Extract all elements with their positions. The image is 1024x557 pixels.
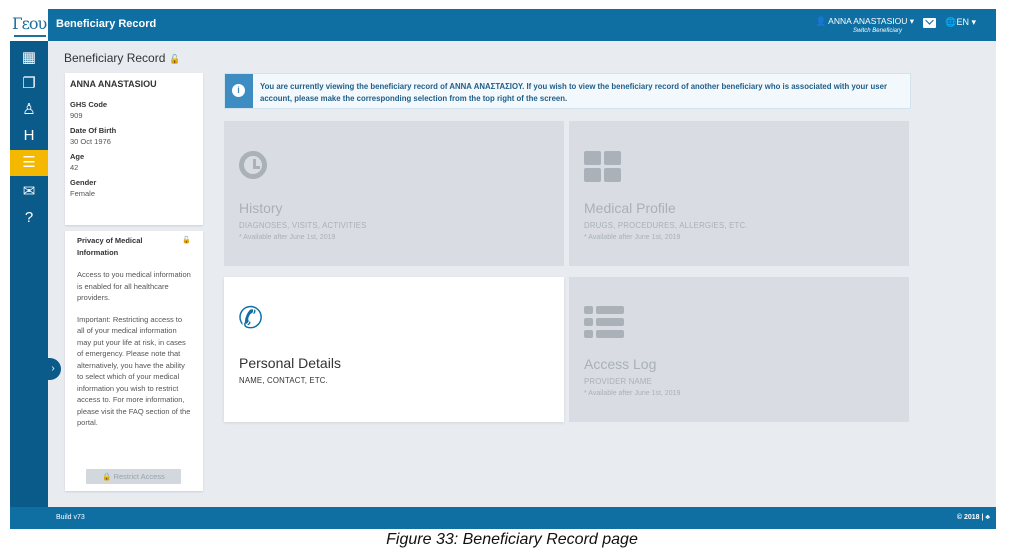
ghs-code-value: 909	[70, 111, 83, 120]
privacy-text-important: Important: Restricting access to all of your medical information may put your life at risk, in cases of emergency. Please note that alternatively, you have the ability to select which of your medical information you wish to restrict access to. For more information, please visit the FAQ section of the portal.	[77, 314, 191, 427]
logo-underline	[14, 35, 46, 37]
dob-value: 30 Oct 1976	[70, 137, 111, 146]
user-menu[interactable]	[816, 16, 914, 34]
unlock-icon: 🔓	[182, 237, 191, 244]
history-note: * Available after June 1st, 2019	[239, 234, 336, 241]
history-tile	[224, 121, 564, 266]
sidebar-expand-button[interactable]: ›	[45, 358, 61, 380]
history-icon	[239, 151, 267, 179]
documents-icon[interactable]: ❐	[22, 75, 36, 92]
medical-profile-title: Medical Profile	[584, 200, 676, 216]
restrict-access-label: Restrict Access	[113, 472, 165, 481]
page-title-text: Beneficiary Record	[64, 51, 166, 65]
age-value: 42	[70, 163, 79, 172]
gender-label: Gender	[70, 178, 97, 187]
medical-profile-subtitle: DRUGS, PROCEDURES, ALLERGIES, ETC.	[584, 221, 748, 230]
dob-label: Date Of Birth	[70, 126, 117, 135]
beneficiary-card-icon[interactable]: ☰	[10, 150, 48, 176]
language-selector[interactable]	[945, 17, 976, 28]
top-bar	[10, 9, 996, 41]
list-icon	[584, 306, 624, 338]
app-logo[interactable]	[10, 9, 48, 41]
phone-icon: ✆	[238, 302, 264, 335]
medical-profile-tile	[569, 121, 909, 266]
language-label: EN ▾	[956, 17, 976, 27]
history-title: History	[239, 200, 283, 216]
page-title	[64, 51, 181, 65]
app-title: Beneficiary Record	[56, 18, 157, 30]
switch-beneficiary-link[interactable]: Switch Beneficiary	[852, 28, 902, 34]
personal-details-tile[interactable]	[224, 277, 564, 422]
copyright: © 2018 | ♣	[956, 514, 990, 521]
info-text: You are currently viewing the beneficiary record of ANNA ΑΝΑΣΤΑΣΙΟΥ. If you wish to view the beneficiary record of another beneficiary who is associated with your user account, please make the corresponding selection from the top right of the screen.	[260, 82, 887, 103]
unlock-icon: 🔓	[169, 54, 181, 64]
privacy-text-access: Access to you medical information is enabled for all healthcare providers.	[77, 270, 191, 302]
access-log-note: * Available after June 1st, 2019	[584, 390, 681, 397]
ghs-code-label: GHS Code	[70, 100, 108, 109]
sidebar	[10, 41, 48, 507]
help-icon[interactable]: ?	[24, 209, 34, 226]
access-log-subtitle: PROVIDER NAME	[584, 377, 653, 386]
personal-details-title: Personal Details	[239, 355, 341, 371]
footer-bar	[10, 507, 996, 529]
user-name-label: ANNA ANASTASIOU ▾	[828, 16, 914, 26]
dashboard-icon[interactable]: ▦	[21, 49, 37, 66]
access-log-tile	[569, 277, 909, 422]
restrict-access-button[interactable]	[86, 469, 181, 484]
figure-caption: Figure 33: Beneficiary Record page	[386, 531, 638, 548]
privacy-card	[65, 231, 203, 491]
info-banner	[224, 73, 911, 109]
build-version: Build v73	[56, 514, 85, 521]
access-log-title: Access Log	[584, 356, 657, 372]
gender-value: Female	[70, 189, 96, 198]
medical-profile-note: * Available after June 1st, 2019	[584, 234, 681, 241]
beneficiary-summary-card	[65, 73, 203, 225]
grid-icon	[584, 151, 622, 183]
lock-icon: 🔒	[102, 472, 112, 481]
history-subtitle: DIAGNOSES, VISITS, ACTIVITIES	[239, 221, 367, 230]
info-icon-box	[225, 74, 253, 108]
personal-details-subtitle: NAME, CONTACT, ETC.	[239, 376, 328, 385]
info-icon: i	[232, 84, 245, 97]
doctor-icon[interactable]: ♙	[22, 101, 36, 118]
mail-icon[interactable]	[923, 18, 936, 28]
user-name[interactable]	[816, 16, 914, 27]
app-frame	[10, 9, 996, 529]
hospital-icon[interactable]: H	[23, 127, 35, 144]
user-icon: 👤	[815, 16, 827, 26]
logo-text: Гεου	[12, 14, 47, 33]
beneficiary-name: ANNA ANASTASIOU	[70, 79, 157, 89]
chat-icon[interactable]: ✉	[22, 183, 36, 200]
age-label: Age	[70, 152, 85, 161]
privacy-title: Privacy of Medical Information	[77, 236, 143, 257]
globe-icon: 🌐	[945, 17, 957, 27]
